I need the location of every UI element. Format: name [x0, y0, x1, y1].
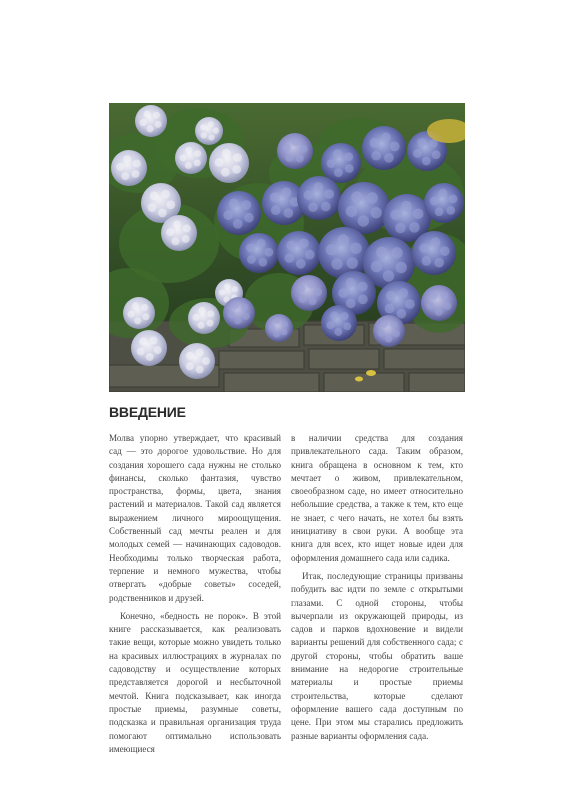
floret	[346, 278, 356, 288]
floret	[440, 292, 448, 300]
floret	[434, 258, 444, 268]
floret	[422, 256, 432, 266]
paragraph: в наличии средства для создания привлекательного сада. Таким образом, книга обращена в основном к тем, кто мечтает о живом, привлекательном, своеобразном саде, но имеет относительно небольшие средства, а также к тем, кто еще не знает, с чего начать, не хотел бы взять инициативу в свои руки. А вообще эта книга для всех, кто ищет новые идеи для оформления домашнего сада или садика.	[291, 433, 463, 563]
floret	[385, 304, 395, 314]
floret	[391, 247, 402, 258]
floret	[284, 208, 294, 218]
floret	[296, 155, 304, 163]
floret	[270, 193, 280, 203]
paragraph: Молва упорно утверждает, что красивый сад — это дорогое удовольствие. Но для создания хорошего сада нужны не столько финансы, сколько фантазия, чувство пространства, формы, цвета, знания растений и материалов. Такой сад является выражением личного мироощущения. Собственный сад мечты реален и для молодых семей — начинающих садоводов. Необходимы только творческая работа, терпение и немного мужества, чтобы отвергать «добрые советы» соседей, родственников и друзей.	[109, 433, 281, 603]
floret	[444, 302, 452, 310]
floret	[139, 337, 147, 345]
floret	[150, 336, 158, 344]
floret	[148, 203, 157, 212]
floret	[371, 151, 381, 161]
floret	[208, 134, 214, 140]
floret	[341, 312, 349, 320]
floret	[282, 187, 292, 197]
floret	[116, 163, 124, 171]
floret	[166, 228, 174, 236]
floret	[390, 321, 397, 328]
floret	[413, 149, 422, 158]
floret	[346, 206, 357, 217]
floret	[133, 160, 141, 168]
floret	[207, 320, 214, 327]
floret	[283, 144, 291, 152]
floret	[141, 304, 148, 311]
paragraph: Итак, последующие страницы призваны побудить вас идти по земле с открытыми глазами. С одной стороны, чтобы вычерпали из окружающей природы, из садов и парков вдохновение и видели варианты решений для собственного сада; с другой стороны, чтобы обратить ваше внимание на недорогие строительные материалы и простые приемы строительства, которые сделают оформление вашего сада доступным по цене. При этом мы старались предложить разные варианты оформления сада.	[291, 570, 463, 741]
floret	[309, 297, 317, 305]
floret	[199, 307, 206, 314]
floret	[269, 325, 275, 331]
floret	[285, 154, 293, 162]
floret	[386, 291, 396, 301]
floret	[381, 132, 391, 142]
floret	[247, 255, 256, 264]
floret	[430, 197, 439, 206]
floret	[132, 170, 140, 178]
floret	[345, 164, 354, 173]
floret	[232, 302, 239, 309]
floret	[307, 280, 315, 288]
floret	[281, 329, 287, 335]
floret	[321, 202, 331, 212]
floret	[446, 206, 455, 215]
floret	[370, 207, 381, 218]
floret	[228, 311, 235, 318]
floret	[150, 191, 159, 200]
floret	[347, 257, 358, 268]
floret	[326, 244, 337, 255]
paragraph: Конечно, «бедность не порок». В этой книге рассказывается, как реализовать такие вещи, которые можно увидеть только на красивых иллюстрациях в журналах по садоводству и осуществление которых представляется дорогой и несбыточной мечтой. Книга подсказывает, как иногда простые приемы, разумные советы, подсказка и правильная организация труда помогают оптимально использовать имеющиеся	[109, 610, 281, 754]
floret	[223, 210, 233, 220]
floret	[326, 321, 334, 329]
floret	[241, 304, 248, 311]
floret	[265, 248, 274, 257]
floret	[298, 295, 306, 303]
floret	[344, 152, 353, 161]
floret	[146, 353, 154, 361]
text-column-right	[291, 432, 463, 743]
floret	[426, 302, 434, 310]
floret	[200, 132, 206, 138]
floret	[417, 138, 426, 147]
floret	[401, 201, 412, 212]
floret	[193, 314, 200, 321]
floret	[308, 202, 318, 212]
floret	[158, 209, 167, 218]
floret	[405, 299, 415, 309]
floret	[153, 112, 160, 119]
floret	[346, 299, 356, 309]
floret	[128, 311, 135, 318]
floret	[166, 200, 175, 209]
floret	[222, 149, 231, 158]
floret	[134, 317, 141, 324]
floret	[144, 111, 151, 118]
floret	[243, 313, 250, 320]
floret	[282, 321, 288, 327]
floret	[186, 352, 194, 360]
floret	[200, 124, 206, 130]
floret	[284, 253, 294, 263]
floret	[431, 237, 441, 247]
floret	[186, 362, 194, 370]
floret	[246, 243, 255, 252]
floret	[334, 328, 342, 336]
floret	[235, 317, 242, 324]
floret	[161, 190, 170, 199]
floret	[219, 289, 225, 295]
floret	[147, 125, 154, 132]
floret	[155, 121, 162, 128]
floret	[350, 243, 361, 254]
floret	[343, 322, 351, 330]
floret	[419, 243, 429, 253]
floret	[143, 313, 150, 320]
floret	[137, 348, 145, 356]
floret	[369, 138, 379, 148]
floret	[172, 237, 180, 245]
floret	[327, 159, 336, 168]
floret	[299, 238, 309, 248]
floret	[194, 150, 201, 157]
floret	[440, 246, 450, 256]
floret	[179, 154, 186, 161]
floret	[324, 189, 334, 199]
floret	[196, 366, 204, 374]
floret	[197, 322, 204, 329]
floret	[286, 240, 296, 250]
floret	[371, 261, 382, 272]
floret	[338, 288, 348, 298]
floret	[221, 168, 230, 177]
floret	[215, 158, 224, 167]
floret	[232, 165, 241, 174]
floret	[395, 262, 406, 273]
floret	[274, 331, 280, 337]
floret	[337, 234, 348, 245]
floret	[397, 309, 407, 319]
floret	[381, 321, 388, 328]
floret	[242, 200, 252, 210]
floret	[232, 286, 238, 292]
floret	[257, 239, 266, 248]
floret	[233, 219, 243, 229]
floret	[300, 145, 308, 153]
floret	[435, 308, 443, 316]
floret	[304, 190, 314, 200]
floret	[173, 220, 181, 228]
page-title: ВВЕДЕНИЕ	[109, 404, 186, 420]
floret	[422, 157, 431, 166]
floret	[202, 357, 210, 365]
floret	[182, 235, 190, 243]
floret	[207, 310, 214, 317]
floret	[399, 288, 409, 298]
floret	[233, 153, 242, 162]
floret	[358, 295, 368, 305]
floret	[393, 330, 400, 337]
floret	[208, 121, 214, 127]
floret	[409, 222, 420, 233]
floret	[384, 153, 394, 163]
floret	[305, 250, 315, 260]
text-column-left	[109, 432, 281, 756]
floret	[383, 270, 394, 281]
floret	[376, 246, 387, 257]
floret	[183, 224, 191, 232]
hydrangea-photo	[109, 103, 465, 392]
floret	[297, 285, 305, 293]
floret	[413, 209, 424, 220]
floret	[213, 128, 219, 134]
floret	[292, 138, 300, 146]
floret	[390, 142, 400, 152]
floret	[140, 119, 147, 126]
floret	[435, 207, 444, 216]
floret	[132, 302, 139, 309]
floret	[314, 288, 322, 296]
floret	[123, 155, 131, 163]
floret	[185, 162, 192, 169]
floret	[244, 213, 254, 223]
floret	[314, 182, 324, 192]
floret	[358, 282, 368, 292]
floret	[366, 192, 377, 203]
floret	[432, 150, 441, 159]
floret	[390, 210, 401, 221]
floret	[330, 311, 338, 319]
floret	[154, 346, 162, 354]
floret	[430, 292, 438, 300]
floret	[271, 205, 281, 215]
floret	[229, 199, 239, 209]
floret	[331, 258, 342, 269]
floret	[258, 258, 267, 267]
floret	[194, 159, 201, 166]
floret	[196, 348, 204, 356]
floret	[385, 335, 392, 342]
floret	[224, 283, 230, 289]
floret	[358, 215, 369, 226]
floret	[296, 259, 306, 269]
floret	[395, 223, 406, 234]
floret	[274, 318, 280, 324]
floret	[449, 194, 458, 203]
floret	[333, 149, 342, 158]
floret	[351, 191, 362, 202]
floret	[121, 172, 129, 180]
floret	[334, 168, 343, 177]
floret	[438, 189, 447, 198]
floret	[185, 147, 192, 154]
floret	[378, 330, 385, 337]
